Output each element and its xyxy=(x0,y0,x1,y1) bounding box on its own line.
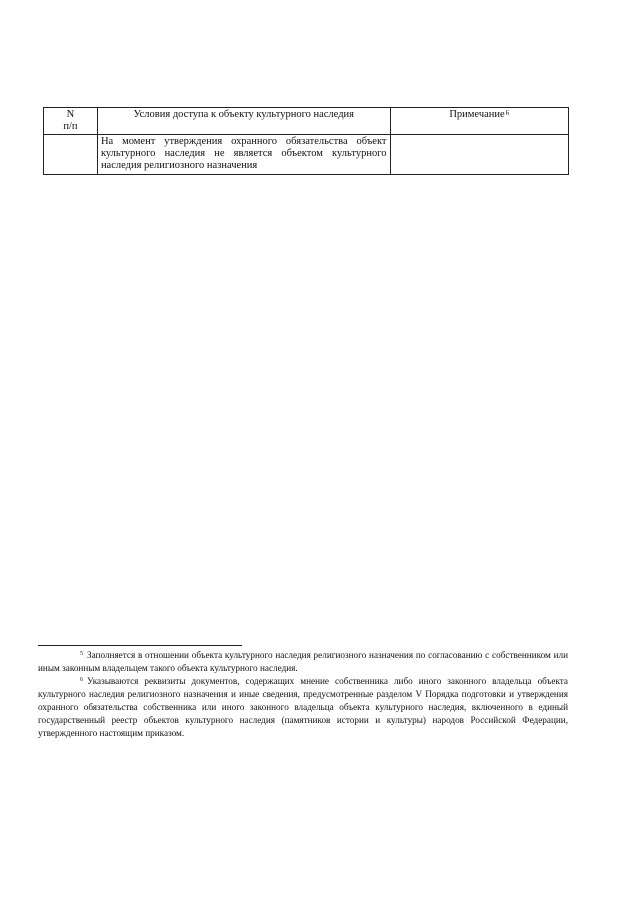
header-number-line1: N xyxy=(66,109,75,120)
row-conditions-cell: На момент утверждения охранного обязательства объект культурного наследия не является объектом культурного наследия религиозного назначения xyxy=(97,135,390,175)
header-number-cell xyxy=(44,108,98,135)
header-conditions-cell: Условия доступа к объекту культурного наследия xyxy=(97,108,390,135)
access-conditions-table xyxy=(43,107,569,175)
footnote-5 xyxy=(38,649,568,675)
header-number-line2: п/п xyxy=(63,121,78,132)
row-note-cell xyxy=(390,135,568,175)
header-note-footnote-ref: 6 xyxy=(505,109,510,117)
footnote-5-marker: 5 xyxy=(80,651,83,657)
row-number-cell xyxy=(44,135,98,175)
table-row xyxy=(44,135,569,175)
header-note-label: Примечание xyxy=(449,109,505,120)
footnote-6-text: Указываются реквизиты документов, содержащих мнение собственника либо иного законного владельца объекта культурного наследия религиозного назначения и иные сведения, предусмотренные разделом V Порядка подготовки и утверждения охранного обязательства собственника или иного законного владельца объекта культурного наследия, включенного в единый государственный реестр объектов культурного наследия (памятников истории и культуры) народов Российской Федерации, утвержденного настоящим приказом. xyxy=(38,676,568,738)
footnote-5-text: Заполняется в отношении объекта культурного наследия религиозного назначения по согласованию с собственником или иным законным владельцем такого объекта культурного наследия. xyxy=(38,650,568,673)
footnote-6 xyxy=(38,675,568,740)
header-note-cell xyxy=(390,108,568,135)
table-header-row xyxy=(44,108,569,135)
footnote-separator xyxy=(38,645,242,646)
footnote-6-marker: 6 xyxy=(80,677,83,683)
footnotes-section xyxy=(38,649,568,740)
